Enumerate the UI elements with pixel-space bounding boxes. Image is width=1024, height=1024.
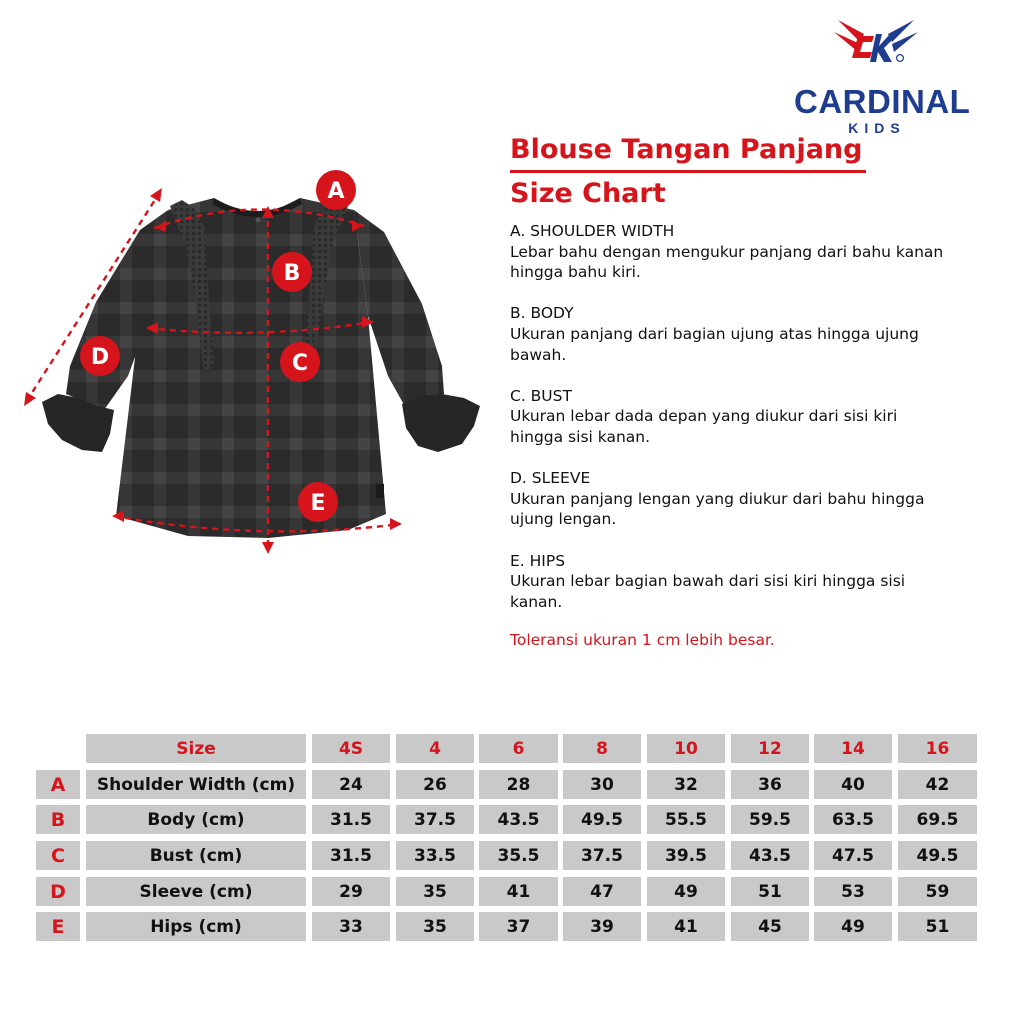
brand-subtitle: KIDS [848, 120, 906, 136]
table-cell: 55.5 [647, 805, 725, 834]
definition-text: Lebar bahu dengan mengukur panjang dari bahu kanan hingga bahu kiri. [510, 242, 944, 282]
table-cell: 45 [731, 912, 809, 941]
definition-head: B. BODY [510, 304, 574, 323]
marker-b [272, 252, 312, 292]
table-cell: 24 [312, 770, 390, 799]
table-cell: 35 [396, 912, 474, 941]
definition-text: Ukuran lebar bagian bawah dari sisi kiri hingga sisi kanan. [510, 572, 906, 611]
table-cell: 39.5 [647, 841, 725, 870]
definition-bust [510, 386, 950, 448]
table-cell: 49 [814, 912, 892, 941]
table-cell: 32 [647, 770, 725, 799]
size-chart-heading: Size Chart [510, 178, 666, 209]
svg-text:B: B [283, 261, 301, 286]
row-label: Shoulder Width (cm) [86, 770, 306, 799]
svg-text:D: D [90, 345, 110, 370]
size-col-header: 8 [563, 734, 641, 763]
brand-name: CARDINAL [794, 83, 971, 120]
table-cell: 29 [312, 877, 390, 906]
marker-a [316, 170, 356, 210]
table-cell: 51 [898, 912, 977, 941]
row-label: Body (cm) [86, 805, 306, 834]
size-header: Size [86, 734, 306, 763]
svg-text:C: C [291, 351, 309, 376]
table-cell: 69.5 [898, 805, 977, 834]
measurement-definitions [510, 221, 950, 633]
table-cell: 42 [898, 770, 977, 799]
definition-head: A. SHOULDER WIDTH [510, 222, 675, 240]
table-cell: 33 [312, 912, 390, 941]
definition-head: D. SLEEVE [510, 469, 591, 488]
size-col-header: 10 [647, 734, 725, 763]
row-letter: C [36, 841, 80, 870]
brand-logo [790, 12, 971, 136]
table-cell: 53 [814, 877, 892, 906]
table-cell: 63.5 [814, 805, 892, 834]
table-cell: 51 [731, 877, 809, 906]
size-col-header: 4S [312, 734, 390, 763]
definition-hips [510, 551, 950, 613]
table-cell: 39 [563, 912, 641, 941]
cardinal-wing-icon [830, 12, 920, 82]
svg-text:E: E [310, 491, 326, 516]
definition-shoulder-width [510, 221, 950, 283]
table-cell: 49.5 [563, 805, 641, 834]
definition-text: Ukuran panjang lengan yang diukur dari bahu hingga ujung lengan. [510, 489, 925, 529]
table-cell: 36 [731, 770, 809, 799]
blouse-illustration [18, 166, 498, 566]
size-col-header: 16 [898, 734, 977, 763]
size-col-header: 4 [396, 734, 474, 763]
size-col-header: 14 [814, 734, 892, 763]
table-cell: 37.5 [396, 805, 474, 834]
row-label: Hips (cm) [86, 912, 306, 941]
product-title: Blouse Tangan Panjang [510, 134, 863, 165]
table-cell: 31.5 [312, 841, 390, 870]
definition-text: Ukuran panjang dari bagian ujung atas hingga ujung bawah. [510, 324, 919, 364]
table-cell: 30 [563, 770, 641, 799]
table-cell: 33.5 [396, 841, 474, 870]
row-label: Bust (cm) [86, 841, 306, 870]
table-cell: 43.5 [479, 805, 558, 834]
title-underline [510, 170, 866, 173]
size-col-header: 6 [479, 734, 558, 763]
definition-head: E. HIPS [510, 551, 566, 570]
definition-head: C. BUST [510, 386, 572, 405]
table-cell: 41 [647, 912, 725, 941]
definition-sleeve [510, 468, 950, 530]
table-cell: 37.5 [563, 841, 641, 870]
table-cell: 43.5 [731, 841, 809, 870]
row-label: Sleeve (cm) [86, 877, 306, 906]
marker-e [298, 482, 338, 522]
marker-d [80, 336, 120, 376]
row-letter: D [36, 877, 80, 906]
definition-text: Ukuran lebar dada depan yang diukur dari sisi kiri hingga sisi kanan. [510, 407, 898, 446]
table-cell: 40 [814, 770, 892, 799]
svg-text:A: A [327, 179, 345, 204]
table-cell: 47.5 [814, 841, 892, 870]
table-cell: 59.5 [731, 805, 809, 834]
row-letter: E [36, 912, 80, 941]
table-cell: 28 [479, 770, 558, 799]
table-cell: 26 [396, 770, 474, 799]
row-letter: A [36, 770, 80, 799]
table-cell: 35 [396, 877, 474, 906]
table-cell: 41 [479, 877, 558, 906]
tolerance-note: Toleransi ukuran 1 cm lebih besar. [510, 631, 775, 649]
table-cell: 59 [898, 877, 977, 906]
table-cell: 49 [647, 877, 725, 906]
table-cell: 47 [563, 877, 641, 906]
table-cell: 49.5 [898, 841, 977, 870]
definition-body [510, 303, 950, 365]
table-cell: 37 [479, 912, 558, 941]
marker-c [280, 342, 320, 382]
size-col-header: 12 [731, 734, 809, 763]
table-cell: 31.5 [312, 805, 390, 834]
table-cell: 35.5 [479, 841, 558, 870]
row-letter: B [36, 805, 80, 834]
